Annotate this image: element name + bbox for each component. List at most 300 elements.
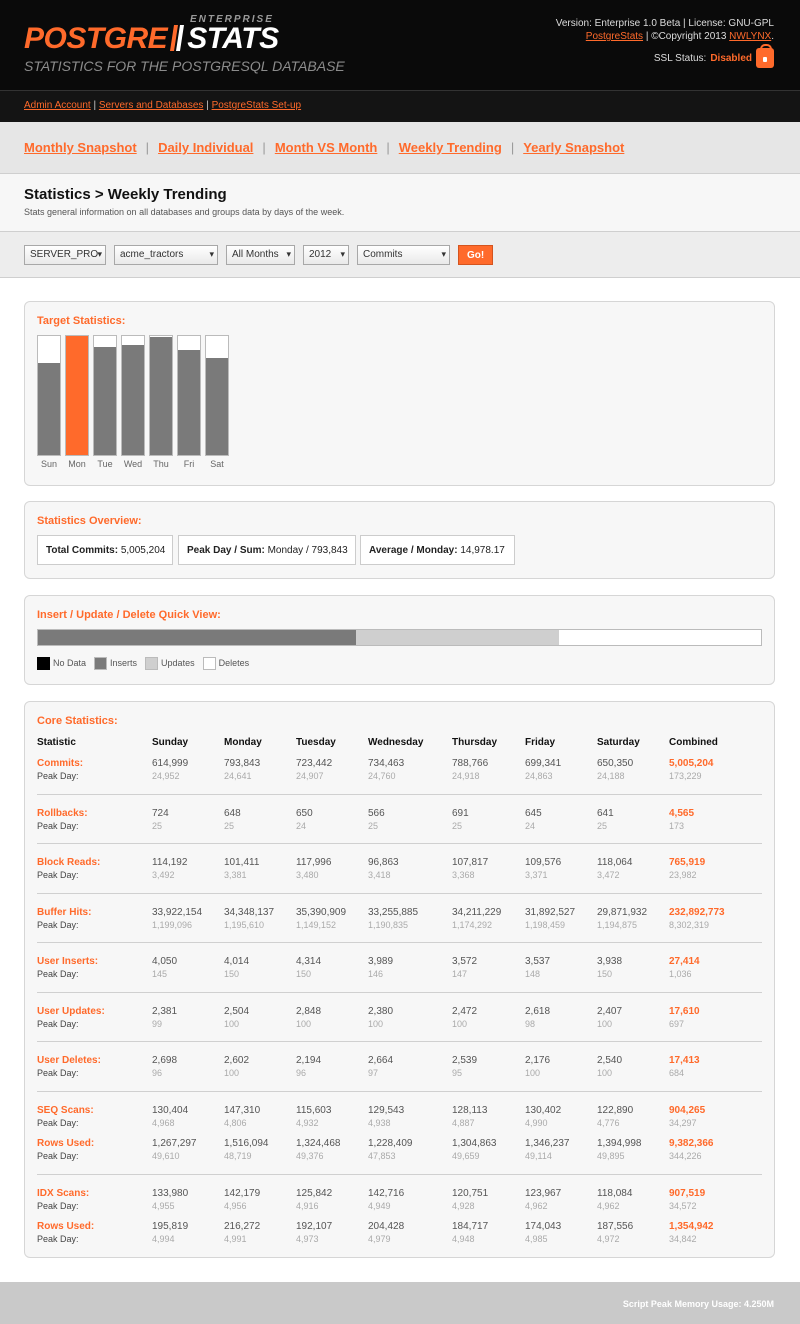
stat-value: 645 xyxy=(525,808,542,819)
combined-peak-value: 1,036 xyxy=(669,969,692,979)
stat-value: 1,324,468 xyxy=(296,1138,341,1149)
stat-value: 125,842 xyxy=(296,1188,333,1199)
bar-tue xyxy=(93,335,117,456)
peak-value: 4,932 xyxy=(296,1118,319,1128)
stat-value: 101,411 xyxy=(224,857,260,868)
stat-value: 133,980 xyxy=(152,1188,189,1199)
peak-value: 1,149,152 xyxy=(296,920,337,930)
nodata-swatch xyxy=(37,657,50,670)
stat-value: 29,871,932 xyxy=(597,907,648,918)
bar-fill-thu xyxy=(150,337,172,455)
combined-value: 27,414 xyxy=(669,956,700,967)
stat-value: 216,272 xyxy=(224,1221,261,1232)
peak-value: 4,994 xyxy=(152,1234,175,1244)
stat-name: Rows Used: xyxy=(37,1221,95,1232)
row-divider xyxy=(37,992,762,993)
main-nav xyxy=(0,122,800,174)
combined-peak-value: 684 xyxy=(669,1068,685,1078)
peak-value: 96 xyxy=(296,1068,307,1078)
peak-value: 1,195,610 xyxy=(224,920,265,930)
legend-nodata-label: No Data xyxy=(53,657,87,668)
peak-value: 24,918 xyxy=(452,771,480,781)
setup-link[interactable]: PostgreStats Set-up xyxy=(211,100,302,111)
combined-peak-value: 34,842 xyxy=(669,1234,697,1244)
stat-name: Block Reads: xyxy=(37,857,101,868)
stat-value: 4,050 xyxy=(152,956,178,967)
logo-postgre: POSTGRE xyxy=(24,22,168,55)
nav-sep: | xyxy=(262,140,266,155)
bar-fill-fri xyxy=(178,350,200,455)
inserts-swatch xyxy=(94,657,107,670)
peak-day-box xyxy=(178,535,356,565)
go-button[interactable]: Go! xyxy=(458,245,493,265)
peak-day-label: Peak Day: xyxy=(37,1019,79,1029)
row-divider xyxy=(37,843,762,844)
stat-name: User Inserts: xyxy=(37,956,99,967)
peak-value: 4,962 xyxy=(525,1201,548,1211)
peak-value: 100 xyxy=(224,1019,240,1029)
stat-value: 122,890 xyxy=(597,1105,634,1116)
peak-day-label: Peak Day: xyxy=(37,821,79,831)
stat-value: 1,304,863 xyxy=(452,1138,497,1149)
peak-value: 49,610 xyxy=(152,1151,180,1161)
combined-peak-value: 34,572 xyxy=(669,1201,697,1211)
peak-value: 24,863 xyxy=(525,771,553,781)
stat-value: 2,848 xyxy=(296,1006,322,1017)
stat-value: 3,989 xyxy=(368,956,394,967)
row-divider xyxy=(37,893,762,894)
combined-peak-value: 34,297 xyxy=(669,1118,697,1128)
stat-value: 147,310 xyxy=(224,1105,261,1116)
legend-updates-label: Updates xyxy=(161,657,195,668)
stat-value: 117,996 xyxy=(296,857,332,868)
stat-value: 1,394,998 xyxy=(597,1138,642,1149)
stat-value: 614,999 xyxy=(152,758,189,769)
peak-value: 24 xyxy=(525,821,536,831)
stat-value: 2,602 xyxy=(224,1055,250,1066)
page-header xyxy=(0,174,800,232)
peak-value: 24,760 xyxy=(368,771,396,781)
stat-name: IDX Scans: xyxy=(37,1188,90,1199)
peak-value: 4,949 xyxy=(368,1201,391,1211)
bar-label-sun: Sun xyxy=(40,459,57,469)
average-box xyxy=(360,535,515,565)
peak-value: 25 xyxy=(368,821,379,831)
tab-monthly-snapshot[interactable]: Monthly Snapshot xyxy=(24,140,137,155)
stat-value: 2,539 xyxy=(452,1055,478,1066)
row-divider xyxy=(37,942,762,943)
stat-value: 129,543 xyxy=(368,1105,405,1116)
bar-label-mon: Mon xyxy=(68,459,86,469)
nav-sep: | xyxy=(386,140,390,155)
peak-value: 25 xyxy=(152,821,163,831)
stat-value: 34,348,137 xyxy=(224,907,275,918)
peak-value: 24,907 xyxy=(296,771,324,781)
combined-value: 907,519 xyxy=(669,1188,706,1199)
peak-value: 4,955 xyxy=(152,1201,175,1211)
peak-value: 4,985 xyxy=(525,1234,548,1244)
peak-value: 49,659 xyxy=(452,1151,480,1161)
peak-day-label: Peak Day: xyxy=(37,771,79,781)
stat-value: 650 xyxy=(296,808,313,819)
stat-value: 107,817 xyxy=(452,857,489,868)
bar-sun xyxy=(37,335,61,456)
combined-value: 232,892,773 xyxy=(669,907,725,918)
col-header-thursday: Thursday xyxy=(452,737,498,748)
peak-value: 48,719 xyxy=(224,1151,252,1161)
peak-value: 99 xyxy=(152,1019,163,1029)
unlocked-icon[interactable] xyxy=(756,48,774,68)
bar-label-wed: Wed xyxy=(123,459,143,469)
stat-value: 566 xyxy=(368,808,385,819)
peak-value: 4,916 xyxy=(296,1201,319,1211)
combined-peak-value: 697 xyxy=(669,1019,685,1029)
peak-value: 100 xyxy=(525,1068,541,1078)
legend-deletes-label: Deletes xyxy=(218,657,250,668)
page-subtitle: Stats general information on all databases and groups data by days of the week. xyxy=(24,207,345,217)
peak-value: 150 xyxy=(597,969,613,979)
peak-value: 4,990 xyxy=(525,1118,548,1128)
peak-value: 25 xyxy=(597,821,608,831)
overview-panel xyxy=(24,501,775,579)
stat-value: 128,113 xyxy=(452,1105,488,1116)
peak-value: 100 xyxy=(597,1068,613,1078)
col-header-monday: Monday xyxy=(224,737,262,748)
tab-yearly-snapshot[interactable]: Yearly Snapshot xyxy=(523,140,625,155)
avg-label: Average / Monday: xyxy=(369,545,458,556)
peak-day-label: Peak Day: xyxy=(37,1234,79,1244)
peak-value: 147 xyxy=(452,969,468,979)
stat-name: Buffer Hits: xyxy=(37,907,92,918)
updates-swatch xyxy=(145,657,158,670)
peak-value: 25 xyxy=(224,821,235,831)
peak-value: 24,952 xyxy=(152,771,180,781)
stat-value: 130,404 xyxy=(152,1105,189,1116)
legend-inserts-label: Inserts xyxy=(110,657,138,668)
stat-value: 1,346,237 xyxy=(525,1138,570,1149)
row-divider xyxy=(37,1041,762,1042)
bar-label-thu: Thu xyxy=(153,459,169,469)
peak-day-label: Peak Day: xyxy=(37,1068,79,1078)
col-header-sunday: Sunday xyxy=(152,737,189,748)
stat-value: 118,064 xyxy=(597,857,633,868)
peak-value: 4,973 xyxy=(296,1234,319,1244)
stat-value: 118,084 xyxy=(597,1188,633,1199)
peak-value: 100 xyxy=(368,1019,384,1029)
core-statistics-panel xyxy=(24,701,775,1258)
stat-value: 33,255,885 xyxy=(368,907,419,918)
peak-day-label: Peak Day: xyxy=(37,969,79,979)
peak-day-label: Peak Day: xyxy=(37,1118,79,1128)
row-divider xyxy=(37,1174,762,1175)
stat-value: 96,863 xyxy=(368,857,399,868)
stat-value: 34,211,229 xyxy=(452,907,502,918)
stat-name: User Updates: xyxy=(37,1006,105,1017)
row-divider xyxy=(37,794,762,795)
page-footer xyxy=(0,1282,800,1324)
tab-weekly-trending[interactable]: Weekly Trending xyxy=(398,140,502,155)
stat-value: 142,179 xyxy=(224,1188,261,1199)
bar-wed xyxy=(121,335,145,456)
combined-value: 765,919 xyxy=(669,857,706,868)
stat-value: 192,107 xyxy=(296,1221,333,1232)
bar-label-fri: Fri xyxy=(183,459,195,469)
stat-value: 33,922,154 xyxy=(152,907,203,918)
bar-fri xyxy=(177,335,201,456)
tab-month-vs-month[interactable]: Month VS Month xyxy=(274,140,378,155)
total-value: 5,005,204 xyxy=(120,545,166,556)
peak-value: 4,962 xyxy=(597,1201,620,1211)
stat-value: 723,442 xyxy=(296,758,333,769)
stat-value: 2,504 xyxy=(224,1006,250,1017)
peak-value: 4,948 xyxy=(452,1234,475,1244)
stat-value: 788,766 xyxy=(452,758,489,769)
admin-account-link[interactable]: Admin Account xyxy=(24,100,91,111)
peak-value: 4,938 xyxy=(368,1118,391,1128)
total-label: Total Commits: xyxy=(46,545,119,556)
peak-value: 146 xyxy=(368,969,384,979)
app-header xyxy=(0,0,800,90)
target-statistics-panel xyxy=(24,301,775,486)
ssl-value: Disabled xyxy=(710,52,752,64)
stat-value: 123,967 xyxy=(525,1188,562,1199)
stat-value: 1,228,409 xyxy=(368,1138,413,1149)
account-nav xyxy=(0,90,800,122)
peak-value: 4,991 xyxy=(224,1234,247,1244)
peak-value: 4,776 xyxy=(597,1118,620,1128)
combined-value: 4,565 xyxy=(669,808,695,819)
combined-peak-value: 344,226 xyxy=(669,1151,702,1161)
stat-value: 35,390,909 xyxy=(296,907,347,918)
combined-value: 17,610 xyxy=(669,1006,700,1017)
peak-value: 47,853 xyxy=(368,1151,396,1161)
stat-value: 184,717 xyxy=(452,1221,489,1232)
total-commits-box xyxy=(37,535,173,565)
stat-value: 2,664 xyxy=(368,1055,394,1066)
nwlynx-link[interactable]: NWLYNX xyxy=(729,31,772,42)
year-select[interactable]: 2012 ▾ xyxy=(303,245,349,265)
bar-label-tue: Tue xyxy=(97,459,113,469)
stat-value: 204,428 xyxy=(368,1221,405,1232)
stat-value: 699,341 xyxy=(525,758,562,769)
stat-value: 724 xyxy=(152,808,169,819)
month-select[interactable]: All Months ▾ xyxy=(226,245,295,265)
logo-enterprise: ENTERPRISE xyxy=(190,14,274,25)
page-title: Statistics > Weekly Trending xyxy=(24,186,227,203)
tab-daily-individual[interactable]: Daily Individual xyxy=(158,140,254,155)
stat-value: 4,314 xyxy=(296,956,322,967)
peak-value: 4,806 xyxy=(224,1118,247,1128)
nav-sep: | xyxy=(145,140,150,155)
stat-name: SEQ Scans: xyxy=(37,1105,94,1116)
col-header-statistic: Statistic xyxy=(37,737,76,748)
stat-name: Rollbacks: xyxy=(37,808,88,819)
legend-updates xyxy=(145,657,195,670)
stat-value: 648 xyxy=(224,808,241,819)
stat-value: 3,572 xyxy=(452,956,478,967)
stat-value: 1,267,297 xyxy=(152,1138,197,1149)
avg-value: 14,978.17 xyxy=(460,545,505,556)
peak-value: 1,199,096 xyxy=(152,920,193,930)
col-header-wednesday: Wednesday xyxy=(368,737,424,748)
stat-value: 2,194 xyxy=(296,1055,322,1066)
deletes-swatch xyxy=(203,657,216,670)
stat-value: 2,698 xyxy=(152,1055,178,1066)
peak-value: 4,968 xyxy=(152,1118,175,1128)
stat-value: 115,603 xyxy=(296,1105,332,1116)
peak-value: 1,194,875 xyxy=(597,920,638,930)
peak-value: 100 xyxy=(296,1019,312,1029)
peak-value: 1,190,835 xyxy=(368,920,409,930)
database-select[interactable]: acme_tractors ▾ xyxy=(114,245,218,265)
server-select[interactable]: SERVER_PRO ▾ xyxy=(24,245,106,265)
main-content xyxy=(0,278,800,1282)
stat-value: 734,463 xyxy=(368,758,405,769)
peak-value: 4,979 xyxy=(368,1234,391,1244)
filter-bar xyxy=(0,232,800,278)
ssl-status xyxy=(654,48,774,68)
stat-value: 793,843 xyxy=(224,758,261,769)
peak-value: 4,928 xyxy=(452,1201,475,1211)
combined-peak-value: 8,302,319 xyxy=(669,920,710,930)
stat-value: 2,540 xyxy=(597,1055,623,1066)
stat-value: 142,716 xyxy=(368,1188,405,1199)
peak-value: 95 xyxy=(452,1068,463,1078)
col-header-friday: Friday xyxy=(525,737,556,748)
col-header-tuesday: Tuesday xyxy=(296,737,336,748)
stat-value: 195,819 xyxy=(152,1221,189,1232)
bar-fill-sun xyxy=(38,363,60,455)
stat-value: 1,516,094 xyxy=(224,1138,269,1149)
stat-value: 130,402 xyxy=(525,1105,562,1116)
peak-value: 4,887 xyxy=(452,1118,475,1128)
peak-value: 150 xyxy=(296,969,312,979)
stat-value: 4,014 xyxy=(224,956,250,967)
legend-inserts xyxy=(94,657,137,670)
stat-value: 2,176 xyxy=(525,1055,551,1066)
peak-value: 49,895 xyxy=(597,1151,625,1161)
stat-value: 2,618 xyxy=(525,1006,551,1017)
peak-day-label: Peak Day: xyxy=(37,920,79,930)
quickview-panel xyxy=(24,595,775,685)
nav-sep: | xyxy=(510,140,515,155)
copyright-text: | ©Copyright 2013 xyxy=(643,31,730,42)
peak-value: 3,492 xyxy=(152,870,175,880)
peak-value: 150 xyxy=(224,969,240,979)
stat-value: 2,407 xyxy=(597,1006,623,1017)
peak-value: 3,371 xyxy=(525,870,548,880)
stat-value: 2,381 xyxy=(152,1006,178,1017)
peak-value: Monday / 793,843 xyxy=(267,545,348,556)
stat-value: 120,751 xyxy=(452,1188,489,1199)
peak-value: 24,188 xyxy=(597,771,625,781)
col-header-combined: Combined xyxy=(669,737,718,748)
peak-value: 3,381 xyxy=(224,870,247,880)
peak-value: 3,480 xyxy=(296,870,319,880)
peak-value: 148 xyxy=(525,969,541,979)
peak-value: 1,174,292 xyxy=(452,920,493,930)
combined-value: 17,413 xyxy=(669,1055,700,1066)
combined-value: 1,354,942 xyxy=(669,1221,714,1232)
peak-label: Peak Day / Sum: xyxy=(187,545,265,556)
metric-select[interactable]: Commits ▾ xyxy=(357,245,450,265)
peak-value: 49,114 xyxy=(525,1151,552,1161)
peak-value: 3,418 xyxy=(368,870,391,880)
stat-value: 31,892,527 xyxy=(525,907,576,918)
stat-value: 650,350 xyxy=(597,758,634,769)
stat-value: 3,537 xyxy=(525,956,551,967)
bar-sat xyxy=(205,335,229,456)
legend-nodata xyxy=(37,657,86,670)
stat-value: 691 xyxy=(452,808,469,819)
stat-name: Rows Used: xyxy=(37,1138,95,1149)
col-header-saturday: Saturday xyxy=(597,737,640,748)
combined-peak-value: 173 xyxy=(669,821,685,831)
stat-value: 109,576 xyxy=(525,857,562,868)
quickview-bar xyxy=(37,629,762,646)
updates-segment xyxy=(356,630,558,645)
stat-value: 3,938 xyxy=(597,956,623,967)
bar-label-sat: Sat xyxy=(210,459,224,469)
bar-fill-mon xyxy=(66,336,88,455)
peak-value: 25 xyxy=(452,821,463,831)
logo-tagline: STATISTICS FOR THE POSTGRESQL DATABASE xyxy=(24,58,345,74)
combined-value: 5,005,204 xyxy=(669,758,714,769)
stat-value: 2,472 xyxy=(452,1006,478,1017)
bar-thu xyxy=(149,335,173,456)
stat-value: 641 xyxy=(597,808,614,819)
peak-value: 145 xyxy=(152,969,168,979)
peak-value: 97 xyxy=(368,1068,379,1078)
memory-usage: Script Peak Memory Usage: 4.250M xyxy=(622,1299,774,1309)
subnav-sep: | xyxy=(93,100,97,111)
core-title: Core Statistics: xyxy=(37,715,118,727)
postgrestats-link[interactable]: PostgreStats xyxy=(585,31,644,42)
peak-day-label: Peak Day: xyxy=(37,870,79,880)
peak-day-label: Peak Day: xyxy=(37,1201,79,1211)
stat-value: 174,043 xyxy=(525,1221,562,1232)
logo-bars-icon xyxy=(170,25,184,51)
legend-deletes xyxy=(203,657,250,670)
combined-value: 904,265 xyxy=(669,1105,706,1116)
stat-name: User Deletes: xyxy=(37,1055,101,1066)
combined-peak-value: 23,982 xyxy=(669,870,697,880)
stat-value: 2,380 xyxy=(368,1006,394,1017)
peak-value: 24,641 xyxy=(224,771,252,781)
peak-value: 4,972 xyxy=(597,1234,620,1244)
peak-value: 98 xyxy=(525,1019,536,1029)
peak-value: 3,472 xyxy=(597,870,620,880)
servers-databases-link[interactable]: Servers and Databases xyxy=(98,100,204,111)
quickview-legend xyxy=(37,657,249,670)
version-info xyxy=(556,17,774,43)
logo-stats: STATS xyxy=(187,22,279,55)
peak-value: 4,956 xyxy=(224,1201,247,1211)
target-title: Target Statistics: xyxy=(37,315,126,327)
combined-peak-value: 173,229 xyxy=(669,771,702,781)
copyright-period: . xyxy=(771,31,774,42)
peak-value: 49,376 xyxy=(296,1151,324,1161)
bar-mon xyxy=(65,335,89,456)
peak-value: 1,198,459 xyxy=(525,920,566,930)
bar-fill-tue xyxy=(94,347,116,455)
quickview-title: Insert / Update / Delete Quick View: xyxy=(37,609,221,621)
version-text: Version: Enterprise 1.0 Beta | License: GNU-GPL xyxy=(555,18,774,29)
peak-value: 24 xyxy=(296,821,307,831)
peak-value: 96 xyxy=(152,1068,163,1078)
row-divider xyxy=(37,1091,762,1092)
ssl-label: SSL Status: xyxy=(653,52,707,64)
